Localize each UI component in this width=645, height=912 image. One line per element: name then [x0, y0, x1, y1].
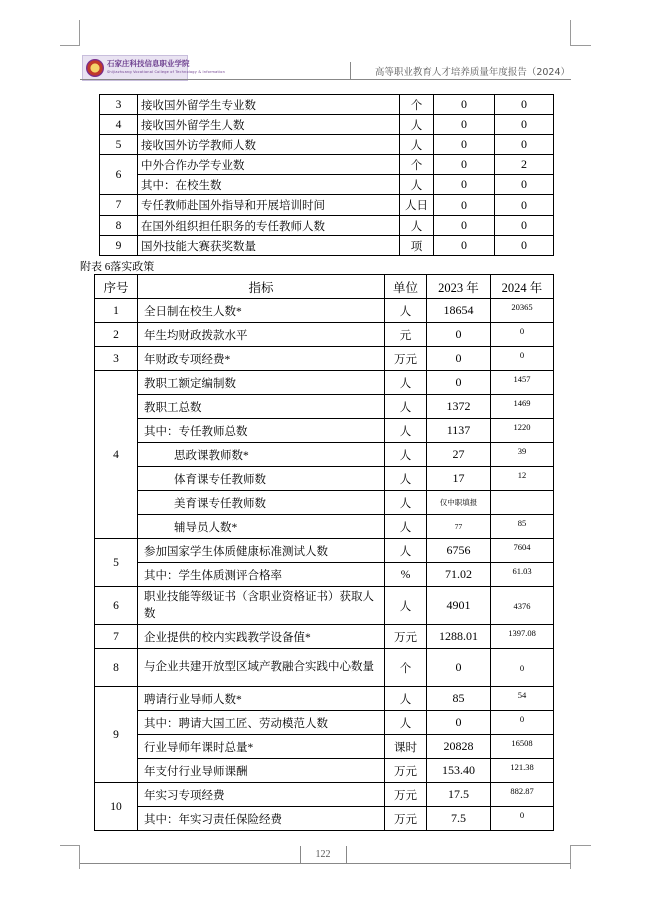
value-2023: 27	[427, 443, 491, 467]
row-number: 4	[95, 371, 138, 539]
indicator-cell: 接收国外留学生专业数	[138, 95, 400, 115]
value-2023: 77	[427, 515, 491, 539]
value-2023: 1137	[427, 419, 491, 443]
indicator-cell: 在国外组织担任职务的专任教师人数	[138, 216, 400, 236]
indicator-cell: 体育课专任教师数	[138, 467, 385, 491]
table-row	[95, 807, 554, 831]
row-number: 9	[100, 236, 138, 256]
row-number: 10	[95, 783, 138, 831]
table-row	[95, 323, 554, 347]
indicator-cell: 行业导师年课时总量*	[138, 735, 385, 759]
row-number: 7	[100, 195, 138, 216]
report-title: 高等职业教育人才培养质量年度报告（2024）	[374, 67, 570, 78]
crop-mark	[571, 45, 591, 46]
page-number: 122	[315, 849, 331, 860]
value-2024: 1220	[491, 419, 554, 443]
value-2024: 0	[495, 175, 554, 195]
table-row	[95, 515, 554, 539]
table-row	[95, 347, 554, 371]
crop-mark	[60, 45, 80, 46]
unit-cell: 个	[400, 155, 434, 175]
value-2024: 0	[495, 216, 554, 236]
indicator-cell: 年实习专项经费	[138, 783, 385, 807]
header-no: 序号	[95, 275, 138, 299]
unit-cell: 人	[400, 175, 434, 195]
logo-subtext: Shijiazhuang Vocational College of Technology & Information	[107, 70, 226, 74]
unit-cell: 人	[385, 467, 427, 491]
table-row	[95, 299, 554, 323]
value-2024: 85	[491, 515, 554, 539]
table-row	[95, 711, 554, 735]
table-row	[95, 563, 554, 587]
header-2024: 2024 年	[491, 275, 554, 299]
header-unit: 单位	[385, 275, 427, 299]
unit-cell: 人	[385, 711, 427, 735]
value-2023: 0	[434, 135, 495, 155]
table-row	[95, 443, 554, 467]
indicator-cell: 全日制在校生人数*	[138, 299, 385, 323]
value-2024: 0	[491, 807, 554, 831]
value-2023: 1288.01	[427, 625, 491, 649]
header-rule	[350, 79, 571, 80]
row-number: 6	[100, 155, 138, 195]
unit-cell: 万元	[385, 347, 427, 371]
value-2024: 0	[495, 195, 554, 216]
value-2023: 0	[434, 175, 495, 195]
value-2024: 4376	[491, 587, 554, 625]
value-2023: 7.5	[427, 807, 491, 831]
unit-cell: 人	[385, 419, 427, 443]
value-2024: 121.38	[491, 759, 554, 783]
unit-cell: 人	[400, 115, 434, 135]
row-number: 6	[95, 587, 138, 625]
value-2024: 0	[491, 347, 554, 371]
indicator-cell: 其中：聘请大国工匠、劳动模范人数	[138, 711, 385, 735]
indicator-cell: 教职工总数	[138, 395, 385, 419]
value-2023: 仅中职填报	[427, 491, 491, 515]
indicator-cell: 教职工额定编制数	[138, 371, 385, 395]
unit-cell: 人	[385, 539, 427, 563]
indicator-cell: 职业技能等级证书（含职业资格证书）获取人数	[138, 587, 385, 625]
indicator-cell: 年生均财政拨款水平	[138, 323, 385, 347]
indicator-cell: 思政课教师数*	[138, 443, 385, 467]
table-row	[100, 135, 554, 155]
table-row	[100, 236, 554, 256]
table-row	[100, 216, 554, 236]
row-number: 1	[95, 299, 138, 323]
indicator-cell: 其中：学生体质测评合格率	[138, 563, 385, 587]
value-2024	[491, 491, 554, 515]
value-2023: 18654	[427, 299, 491, 323]
table-row	[100, 95, 554, 115]
value-2023: 0	[427, 347, 491, 371]
footer-rule	[300, 846, 301, 863]
value-2023: 0	[427, 649, 491, 687]
unit-cell: 人	[385, 491, 427, 515]
crop-mark	[79, 20, 80, 46]
value-2024: 2	[495, 155, 554, 175]
header-rule	[80, 79, 350, 80]
value-2024: 882.87	[491, 783, 554, 807]
indicator-cell: 专任教师赴国外指导和开展培训时间	[138, 195, 400, 216]
value-2023: 85	[427, 687, 491, 711]
row-number: 4	[100, 115, 138, 135]
unit-cell: 人	[385, 371, 427, 395]
value-2024: 0	[491, 649, 554, 687]
value-2023: 0	[434, 155, 495, 175]
unit-cell: 元	[385, 323, 427, 347]
value-2023: 0	[434, 216, 495, 236]
indicator-cell: 其中：专任教师总数	[138, 419, 385, 443]
unit-cell: 项	[400, 236, 434, 256]
indicator-cell: 企业提供的校内实践教学设备值*	[138, 625, 385, 649]
value-2024: 0	[495, 115, 554, 135]
crop-mark	[79, 845, 80, 869]
indicator-cell: 接收国外访学教师人数	[138, 135, 400, 155]
value-2024: 39	[491, 443, 554, 467]
indicator-cell: 其中：年实习责任保险经费	[138, 807, 385, 831]
unit-cell: 万元	[385, 807, 427, 831]
unit-cell: 人	[400, 135, 434, 155]
table-row	[95, 467, 554, 491]
value-2023: 20828	[427, 735, 491, 759]
crop-mark	[571, 845, 591, 846]
value-2023: 1372	[427, 395, 491, 419]
unit-cell: 人日	[400, 195, 434, 216]
value-2024: 1397.08	[491, 625, 554, 649]
row-number: 8	[95, 649, 138, 687]
row-number: 3	[95, 347, 138, 371]
table-row	[95, 759, 554, 783]
row-number: 5	[100, 135, 138, 155]
indicator-cell: 年支付行业导师课酬	[138, 759, 385, 783]
indicator-cell: 参加国家学生体质健康标准测试人数	[138, 539, 385, 563]
unit-cell: 人	[400, 216, 434, 236]
indicator-cell: 其中：在校生数	[138, 175, 400, 195]
value-2024: 0	[491, 323, 554, 347]
table-row	[95, 687, 554, 711]
value-2024: 20365	[491, 299, 554, 323]
unit-cell: %	[385, 563, 427, 587]
table-row	[95, 649, 554, 687]
value-2024: 16508	[491, 735, 554, 759]
value-2023: 0	[427, 711, 491, 735]
college-logo	[82, 55, 226, 81]
unit-cell: 人	[385, 443, 427, 467]
table-row	[100, 175, 554, 195]
unit-cell: 人	[385, 395, 427, 419]
table-row	[95, 419, 554, 443]
value-2024: 7604	[491, 539, 554, 563]
crop-mark	[570, 20, 571, 46]
value-2023: 0	[434, 115, 495, 135]
indicator-cell: 国外技能大赛获奖数量	[138, 236, 400, 256]
table-row	[95, 539, 554, 563]
table-row	[100, 115, 554, 135]
crop-mark	[570, 845, 571, 869]
unit-cell: 万元	[385, 625, 427, 649]
value-2023: 6756	[427, 539, 491, 563]
row-number: 8	[100, 216, 138, 236]
value-2023: 0	[434, 95, 495, 115]
value-2024: 12	[491, 467, 554, 491]
unit-cell: 个	[400, 95, 434, 115]
value-2023: 0	[427, 323, 491, 347]
header-rule	[350, 62, 351, 80]
unit-cell: 人	[385, 299, 427, 323]
row-number: 7	[95, 625, 138, 649]
row-number: 3	[100, 95, 138, 115]
value-2024: 54	[491, 687, 554, 711]
value-2023: 17	[427, 467, 491, 491]
table-caption: 附表 6落实政策	[80, 261, 155, 273]
table-row	[95, 625, 554, 649]
international-table	[99, 94, 554, 256]
value-2023: 0	[434, 236, 495, 256]
unit-cell: 课时	[385, 735, 427, 759]
indicator-cell: 中外合作办学专业数	[138, 155, 400, 175]
table-row	[95, 587, 554, 625]
indicator-cell: 聘请行业导师人数*	[138, 687, 385, 711]
indicator-cell: 与企业共建开放型区域产教融合实践中心数量	[138, 649, 385, 687]
row-number: 2	[95, 323, 138, 347]
footer-rule	[346, 846, 347, 863]
value-2024: 0	[495, 135, 554, 155]
header-indicator: 指标	[138, 275, 385, 299]
college-seal-icon	[86, 59, 104, 77]
table-row	[95, 395, 554, 419]
table-row	[95, 371, 554, 395]
value-2024: 0	[495, 236, 554, 256]
value-2023: 153.40	[427, 759, 491, 783]
value-2024: 0	[495, 95, 554, 115]
logo-text: 石家庄科技信息职业学院 Shijiazhuang Vocational College of Technology & Information	[107, 59, 226, 74]
policy-table	[94, 274, 554, 831]
unit-cell: 人	[385, 587, 427, 625]
value-2024: 1469	[491, 395, 554, 419]
value-2023: 17.5	[427, 783, 491, 807]
value-2024: 0	[491, 711, 554, 735]
table-row	[95, 783, 554, 807]
row-number: 5	[95, 539, 138, 587]
table-row	[100, 195, 554, 216]
unit-cell: 个	[385, 649, 427, 687]
indicator-cell: 美育课专任教师数	[138, 491, 385, 515]
table-header-row	[95, 275, 554, 299]
unit-cell: 人	[385, 515, 427, 539]
indicator-cell: 接收国外留学生人数	[138, 115, 400, 135]
table-row	[95, 735, 554, 759]
value-2024: 1457	[491, 371, 554, 395]
indicator-cell: 辅导员人数*	[138, 515, 385, 539]
unit-cell: 万元	[385, 759, 427, 783]
header-2023: 2023 年	[427, 275, 491, 299]
indicator-cell: 年财政专项经费*	[138, 347, 385, 371]
row-number: 9	[95, 687, 138, 783]
crop-mark	[60, 845, 80, 846]
value-2023: 0	[427, 371, 491, 395]
value-2024: 61.03	[491, 563, 554, 587]
value-2023: 0	[434, 195, 495, 216]
unit-cell: 万元	[385, 783, 427, 807]
unit-cell: 人	[385, 687, 427, 711]
table-row	[100, 155, 554, 175]
value-2023: 4901	[427, 587, 491, 625]
table-row	[95, 491, 554, 515]
footer-rule	[80, 863, 571, 864]
value-2023: 71.02	[427, 563, 491, 587]
